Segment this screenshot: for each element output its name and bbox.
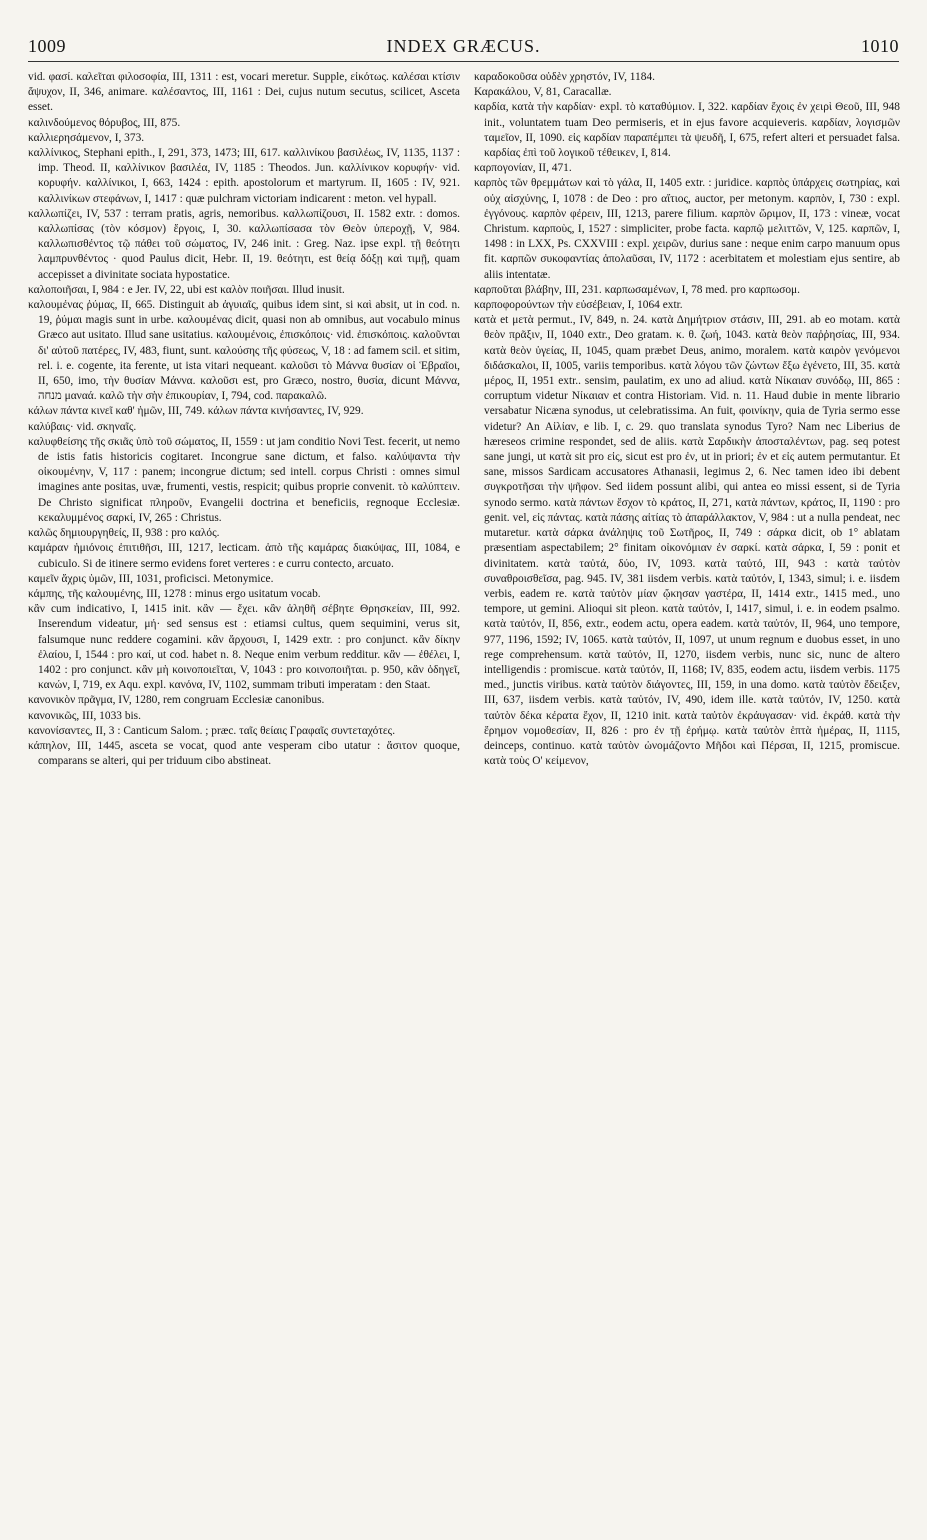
index-entry: καμάραν ἡμιόνοις ἐπιτιθῆσι, III, 1217, lecticam. ἀπὸ τῆς καμάρας διακύψας, III, 1084, e cubiculo. Si de itinere sermo evidens foret verteres : e curru contecto, arcuato.: [28, 542, 460, 570]
left-page-number: 1009: [28, 36, 66, 56]
index-entry: κατὰ et μετὰ permut., IV, 849, n. 24. κατὰ Δημήτριον στάσιν, III, 291. ab eo motam. κατὰ θεὸν πρᾶξιν, II, 1040 extr., Deo gratam. κ. θ. ζωή, 1043. κατὰ θεὸν παῤῥησίας, III, 934. κατὰ θεὸν ὑγείας, II, 1045, quam præbet Deus, animo, moralem. κατὰ καιρὸν γενόμενοι διδάσκαλοι, II, 1005, variis temporibus. κατὰ λόγου τῶν ζώντων ἔξω ἐγένετο, III, 35. κατὰ μέρος, II, 1951 extr.. sensim, paulatim, ex uno ad aliud. κατὰ Νίκαιαν συνόδῳ, III, 865 : corruptum videtur Νίκαιαν et contra Historiam. Vid. n. 11. Haud dubie in mente librario versabatur Nicæna synodus, ut celebratissima. An fuit, φοινίκην, quia de Tyria sermo esse videtur? An Αἰλίαν, e lib. I, c. 29. quo translata synodus Tyro? Nam nec Liberius de hæreseos crimine respondet, sed de aliis. κατὰ Σαρδικὴν ἀποσταλέντων, pag. seq potest sane jungi, ut κατὰ sit pro εἰς, sicut est pro ἐν, ut in priori; ἐν et εἰς autem permutantur. Et sane, missos Sardicam accusatores Athanasii, legimus 2, 6. Nec tamen ideo ibi debent συγκροτῆσαι τὴν ψῆφον. Sed iidem possunt alibi, qui antea eo missi essent, si de Tyria synodo sermo. κατὰ πάντων ἔσχον τὸ κράτος, II, 271, κατὰ πάντων, κράτος, II, 1190 : pro genit. vel, εἰς πάντας. κατὰ πάσης αἰτίας τὸ ἀπαράλλακτον, V, 984 : ut a nulla pendeat, nec mutaretur. κατὰ σάρκα ἀνάληψις τοῦ Σωτῆρος, II, 749 : σάρκα dicit, ob 1° ablatam præsentiam aspectabilem; 2° finitam οἰκονόμιαν ἐν σαρκί. κατὰ σάρκα, I, 59 : ponit et divinitatem. κατὰ ταὐτά, δύο, IV, 1093. κατὰ ταὐτό, III, 943 : κατὰ ταὐτὸν συναθροισθεῖσα, pag. 945. IV, 381 iisdem verbis. κατὰ ταὐτόν, I, 1343, simul; i. e. iisdem verbis, eadem re. κατὰ ταὐτὸν μίαν ᾤκησαν γαστέρα, II, 1414 extr., 1415 med., uno tempore, ut gemini. Alioqui sit pleon. κατὰ ταὐτόν, I, 1417, simul, i. e. in eodem psalmo. κατὰ ταὐτόν, II, 856, extr., eodem actu, opera eadem. κατὰ ταὐτόν, II, 964, uno tempore, 977, 1196, 1592; IV, 1065. κατὰ ταὐτόν, II, 1097, ut unum regnum e duobus esset, in uno rege comprehensum. κατὰ ταὐτόν, II, 1270, iisdem verbis, nunc sic, nunc de altero intelligendis : promiscue. κατὰ ταὐτόν, II, 1168; IV, 835, eodem actu, iisdem verbis. 1175 med., junctis viribus. κατὰ ταὐτὸν διάγοντες, III, 159, in una domo. κατὰ ταὐτὸν ἔδειξεν, III, 637, iisdem verbis. κατὰ ταὐτόν, IV, 490, idem ille. κατὰ ταὐτόν, IV, 1250. κατὰ ταὐτὸν δέκα κέρατα ἔχον, II, 1210 init. κατὰ ταὐτὸν ἐκράυγασαν· vid. ἐκράθ. κατὰ τὴν ἔρημον νομοθεσίαν, II, 826 : pro ἐν τῇ ἐρήμῳ. κατὰ ταὐτὸν ἑπτὰ ἡμέρας, II, 1115, deinceps, continuo. κατὰ ταὐτὸν ὠνομάζοντο Μῆδοι καὶ Πέρσαι, II, 1215, promiscue. κατὰ τοὺς Ο' κείμενον,: [474, 314, 900, 768]
index-entry: καρδία, κατὰ τὴν καρδίαν· expl. τὸ καταθύμιον. I, 322. καρδίαν ἔχοις ἐν χειρὶ Θεοῦ, III, 948 init., voluntatem tuam Deo permiseris, et in ejus favore acquieveris. καρδίαν, λογισμῶν ταμεῖον, II, 1090. εἰς καρδίαν παραπέμπει τὰ ψευδῆ, I, 675, refert alteri et persuadet falsa. καρδίας ἐπὶ τοῦ λογικοῦ τέθεικεν, I, 814.: [474, 101, 900, 160]
right-column: [474, 70, 900, 1525]
index-entry: καλινδούμενος θόρυβος, III, 875.: [28, 116, 181, 129]
left-column: [28, 70, 460, 1525]
index-entry: vid. φασί. καλεῖται φιλοσοφία, III, 1311 : est, vocari meretur. Supple, εἰκότως. καλέσαι κτίσιν ἄψυχον, II, 346, animare. καλέσαντος, III, 1161 : Dei, cujus nutum secutus, scilicet, Asceta esset.: [28, 71, 460, 114]
index-entry: καρπὸς τῶν θρεμμάτων καὶ τὸ γάλα, II, 1405 extr. : juridice. καρπὸς ὑπάρχεις σωτηρίας, καὶ οὐχ αἰσχύνης, I, 1078 : de Deo : pro αἴτιος, auctor, per metonym. καρπὸν, I, 730 : expl. ἐγγόνους. καρπὸν φέρειν, III, 1213, parere filium. καρπὸν ὥριμον, II, 173 : vineæ, vocat Christum. καρποὺς, I, 1527 : simpliciter, probe facta. καρπῷ μελιττῶν, V, 125. καρπῶν, I, 1498 : in LXX, Ps. CXXVIII : expl. χειρῶν, durius sane : neque enim carpo manuum opus fit. καρπῶν συκοφαντίας ἀπολαῦσαι, IV, 1172 : acerbitatem et molestiam ejus sentire, ab aliis intentatæ.: [474, 177, 900, 281]
index-entry: καμεῖν ἄχρις ὑμῶν, III, 1031, proficisci. Metonymice.: [28, 572, 274, 585]
index-entry: καρποῦται βλάβην, III, 231. καρπωσαμένων, I, 78 med. pro καρπωσομ.: [474, 283, 801, 296]
index-entry: κανονίσαντες, II, 3 : Canticum Salom. ; præc. ταῖς θείαις Γραφαῖς συντεταχότες.: [28, 724, 396, 737]
index-entry: καλουμένας ῥύμας, II, 665. Distinguit ab ἀγυιαῖς, quibus idem sint, si καὶ absit, ut in cod. n. 19, ῥύμαι magis sunt in urbe. καλουμένας dicit, quasi non ab omnibus, aut vocabulo minus Græco aut usitato. Illud sane usitatius. καλουμένοις, ἐπισκόποις· vid. ἐπισκόποις. καλοῦνται δι' αὐτοῦ πατέρες, IV, 483, fiunt, sunt. καλούσης τῆς φύσεως, V, 18 : ad famem scil. et sitim, rel. i. e. cogente, ita ferente, ut ista vitari nequeant. καλοῦσι τὸ Μάννα θυσίαν οἱ Ἑβραῖοι, II, 650, imo, τὴν θυσίαν Μάννα. καλοῦσι est, pro Græco, nostro, θυσία, dicunt Μάννα, מנחה μαναά. καλῶ τὴν σὴν ἐπικουρίαν, I, 794, cod. παρακαλῶ.: [28, 299, 460, 403]
index-entry: καλλιερησάμενον, I, 373.: [28, 131, 145, 144]
index-entry: καλύβαις· vid. σκηναῖς.: [28, 420, 137, 433]
page-header: [28, 36, 899, 58]
index-entry: Καρακάλου, V, 81, Caracallæ.: [474, 86, 612, 99]
index-entry: κάλων πάντα κινεῖ καθ' ἡμῶν, III, 749. κάλων πάντα κινήσαντες, IV, 929.: [28, 405, 364, 418]
index-entry: κανονικῶς, III, 1033 bis.: [28, 709, 141, 722]
index-entry: καλοποιῆσαι, I, 984 : e Jer. IV, 22, ubi est καλὸν ποιῆσαι. Illud inusit.: [28, 283, 345, 296]
index-entry: καλλίνικος, Stephani epith., I, 291, 373, 1473; III, 617. καλλινίκου βασιλέως, IV, 1135, 1137 : imp. Theod. II, καλλίνικον βασιλέα, IV, 1185 : Theodos. Jun. καλλίνικον κορυφήν· vid. κορυφήν. καλλίνικοι, I, 663, 1424 : epith. apostolorum et martyrum. II, 1605 : IV, 921. καλλινίκων στεφάνων, I, 1417 : quæ pulchram victoriam indicarent : meton. vel hypall.: [28, 147, 460, 205]
index-entry: καρποφορούντων τὴν εὐσέβειαν, I, 1064 extr.: [474, 299, 683, 312]
header-rule: [28, 61, 899, 62]
index-entry: καλυφθείσης τῆς σκιᾶς ὑπὸ τοῦ σώματος, II, 1559 : ut jam conditio Novi Test. fecerit, ut nemo de istis fatis historicis cogitaret. Incongrue sane dictum, et falso. καλύψαντα τὴν οἰκουμένην, V, 117 : panem; incongrue dictum; sed intell. corpus Christi : omnes simul imagines ante positas, uvæ, frumenti, vestis, respicit; quibus proprie convenit. τὸ καλύπτειν. De Christo significat πληροῦν, Evangelii doctrina et beneficiis, regnoque Ecclesiæ. κεκαλυμμένος σαρκί, IV, 265 : Christus.: [28, 435, 460, 524]
index-entry: καραδοκοῦσα οὐδὲν χρηστόν, IV, 1184.: [474, 71, 655, 83]
index-entry: κάμπης, τῆς καλουμένης, III, 1278 : minus ergo usitatum vocab.: [28, 587, 321, 600]
index-entry: κάπηλον, III, 1445, asceta se vocat, quod ante vesperam cibo utatur : ἄσιτον quoque, comparans se alteri, qui per triduum cibo abstineat.: [28, 739, 460, 768]
index-entry: καλῶς δημιουργηθείς, II, 938 : pro καλός.: [28, 527, 220, 540]
running-title: INDEX GRÆCUS.: [386, 36, 541, 56]
index-entry: κἂν cum indicativo, I, 1415 init. κἂν — ἔχει. κἂν ἀληθῆ σέβητε Θρησκείαν, III, 992. Inserendum videatur, μή· sed sensus est : etiamsi cultus, quem sequimini, verus sit, falsumque nunc reddere cogamini. κἂν ἄρχουσι, I, 1429 extr. : pro conjunct. κἂν δίκην ἐλαίου, I, 1544 : pro καί, ut cod. habet n. 8. Neque enim verbum redditur. κἂν — ἐθέλει, I, 1402 : pro conjunct. κἂν μὴ κοινοποιεῖται, V, 1043 : pro κοινοποιῆται. p. 950, κἂν ὁδηγεῖ, κανών, I, 719, ex Aqu. expl. κανόνα, IV, 1102, summam tributi imperatam : den Staat.: [28, 603, 460, 692]
index-entry: καλλωπίζει, IV, 537 : terram pratis, agris, nemoribus. καλλωπίζουσι, II. 1582 extr. : domos. καλλωπίσας (τὸν κόσμον) ἔργοις, I, 30. καλλωπίσασα τὸν Θεὸν ὑπεροχῇ, V, 984. καλλωπισθέντος τῷ πάθει τοῦ σώματος, IV, 246 init. : Greg. Naz. ipse expl. τῇ θεότητι λαμπρυνθέντος · quod Paulus dicit, Hebr. II, 19. θεότητι, est θείᾳ δόξῃ καὶ τιμῇ, quam accepisset a divinitate sociata hypostatice.: [28, 207, 460, 281]
right-page-number: 1010: [860, 36, 899, 56]
index-entry: καρπογονίαν, II, 471.: [474, 162, 572, 175]
index-entry: κανονικὸν πρᾶγμα, IV, 1280, rem congruam Ecclesiæ canonibus.: [28, 694, 325, 707]
